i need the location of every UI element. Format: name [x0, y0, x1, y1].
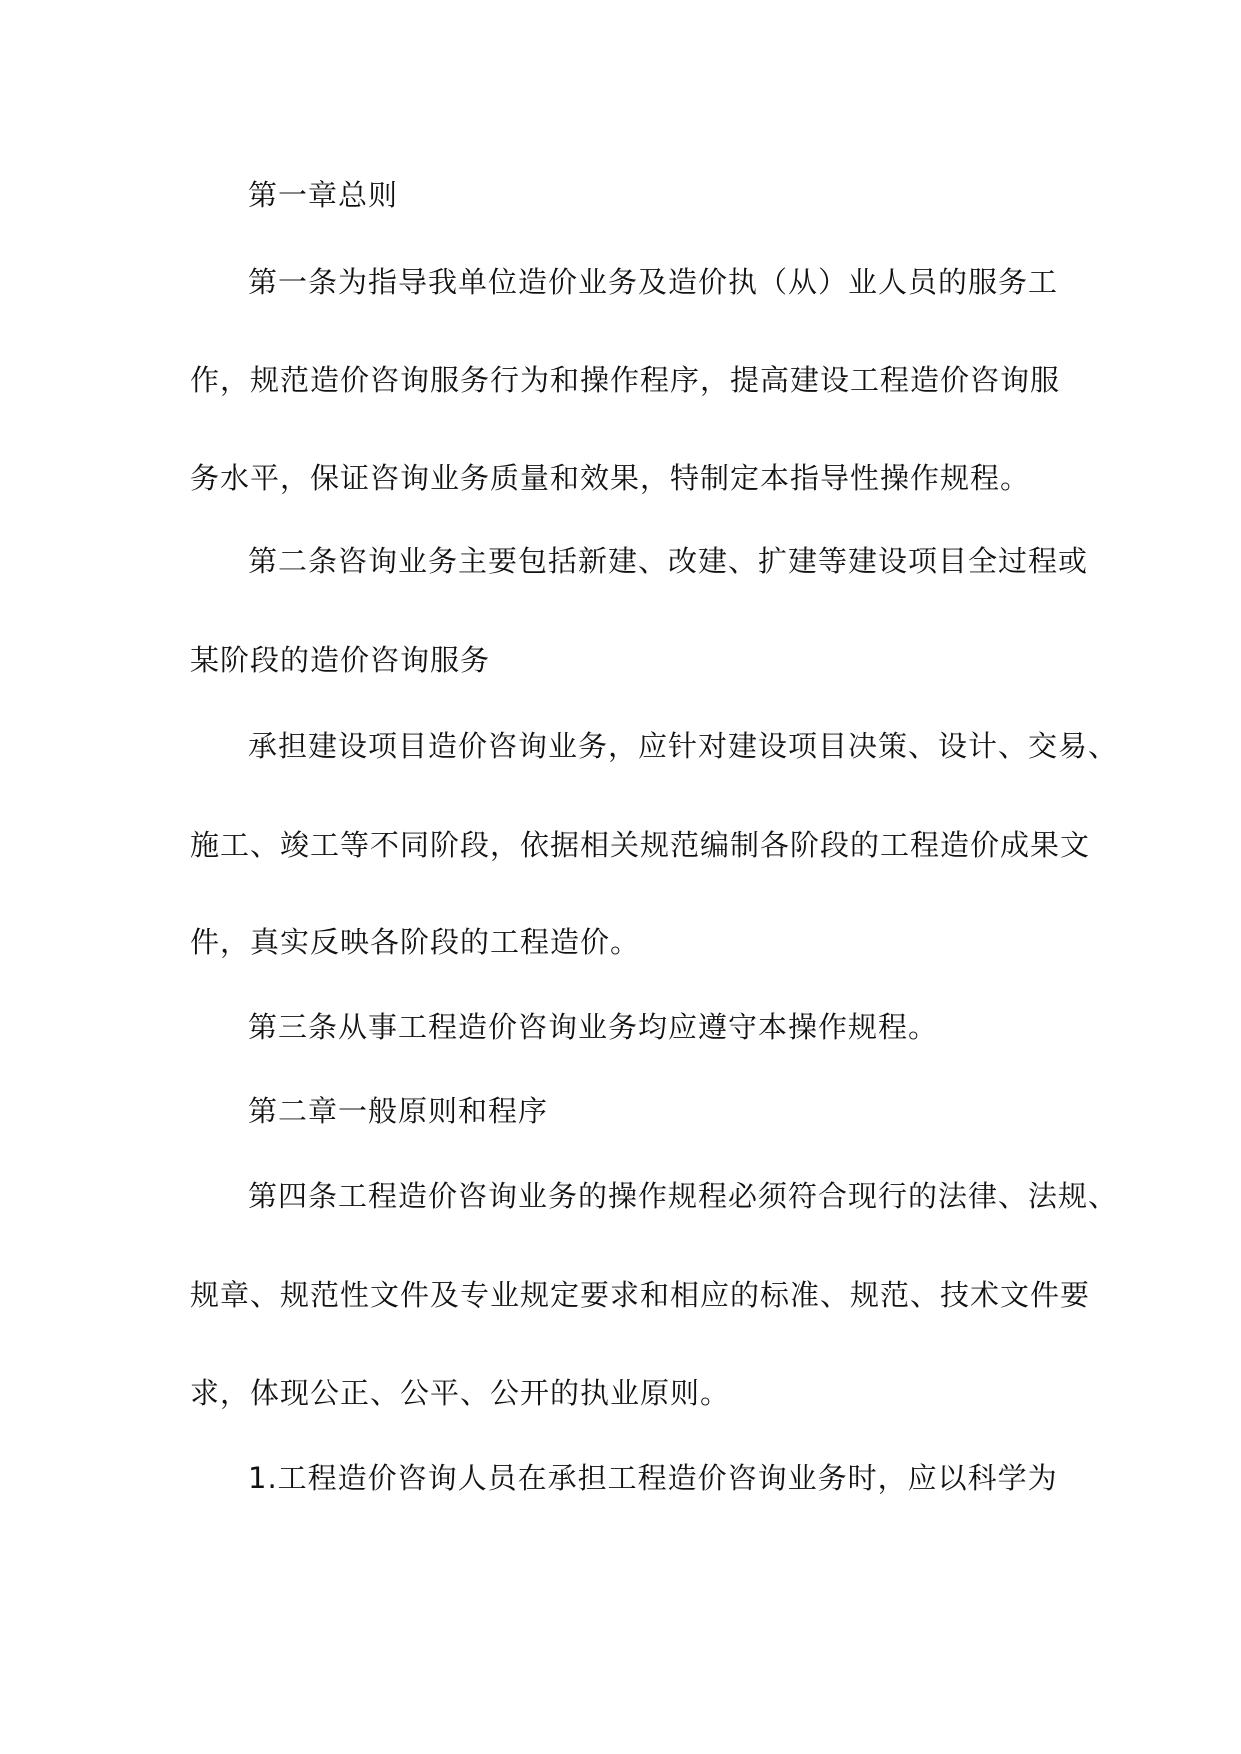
article-1-line-2: 作，规范造价咨询服务行为和操作程序，提高建设工程造价咨询服 [190, 363, 1061, 397]
article-2-line-2: 某阶段的造价咨询服务 [190, 643, 491, 677]
article-2-line-1: 第二条咨询业务主要包括新建、改建、扩建等建设项目全过程或 [248, 544, 1089, 578]
paragraph-line-1: 承担建设项目造价咨询业务，应针对建设项目决策、设计、交易、 [248, 729, 1119, 763]
article-1-line-3: 务水平，保证咨询业务质量和效果，特制定本指导性操作规程。 [190, 461, 1031, 495]
article-4-line-1: 第四条工程造价咨询业务的操作规程必须符合现行的法律、法规、 [248, 1179, 1119, 1213]
paragraph-line-2: 施工、竣工等不同阶段，依据相关规范编制各阶段的工程造价成果文 [190, 828, 1091, 862]
article-3-line-1: 第三条从事工程造价咨询业务均应遵守本操作规程。 [248, 1010, 939, 1044]
article-1-line-1: 第一条为指导我单位造价业务及造价执（从）业人员的服务工 [248, 265, 1059, 299]
article-4-line-3: 求，体现公正、公平、公开的执业原则。 [190, 1376, 731, 1410]
chapter-heading-2: 第二章一般原则和程序 [248, 1094, 549, 1128]
numbered-item-1-line-1: 1.工程造价咨询人员在承担工程造价咨询业务时，应以科学为 [248, 1461, 1058, 1495]
paragraph-line-3: 件，真实反映各阶段的工程造价。 [190, 925, 641, 959]
article-4-line-2: 规章、规范性文件及专业规定要求和相应的标准、规范、技术文件要 [190, 1278, 1091, 1312]
chapter-heading: 第一章总则 [248, 178, 399, 212]
